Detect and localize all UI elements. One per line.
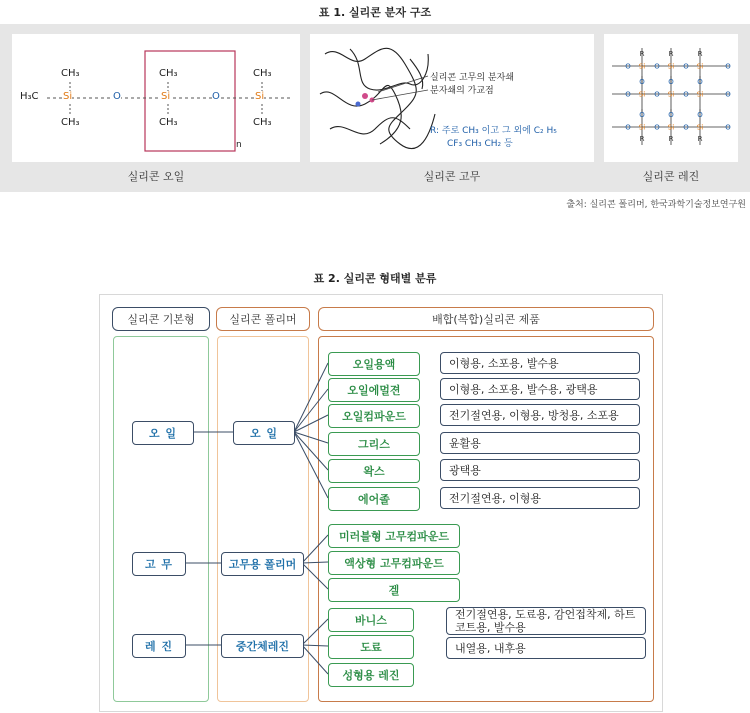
- product-oil-solution: 오일용액: [328, 352, 420, 376]
- resin-substituent: O: [668, 78, 674, 86]
- product-grease: 그리스: [328, 432, 420, 456]
- source-credit: 출처: 실리콘 폴리머, 한국과학기술정보연구원: [566, 200, 746, 210]
- use-oil-solution: 이형용, 소포용, 발수용: [440, 352, 640, 374]
- resin-o-atom: O: [654, 62, 660, 71]
- resin-si-atom: Si: [638, 62, 646, 71]
- table1-title: 표 1. 실리콘 분자 구조: [318, 6, 432, 19]
- oil-o-2: O: [212, 91, 220, 102]
- header-products: 배합(복합)실리콘 제품: [318, 307, 654, 331]
- resin-o-atom: O: [683, 90, 689, 99]
- use-varnish: 전기절연용, 도료용, 감언접착제, 하트코트용, 발수용: [446, 607, 646, 635]
- use-wax: 광택용: [440, 459, 640, 481]
- link-polymer-oil-emulsion: [294, 389, 328, 432]
- resin-si-atom: Si: [667, 90, 675, 99]
- link-resin-molding: [302, 645, 328, 674]
- polymer-resin-node: 중간체레진: [221, 634, 304, 658]
- resin-si-atom: Si: [638, 90, 646, 99]
- link-rubber-liquid: [302, 562, 328, 563]
- resin-substituent: O: [639, 111, 645, 119]
- product-aerosol: 에어졸: [328, 487, 420, 511]
- link-polymer-oil-compound: [294, 415, 328, 432]
- resin-o-atom: O: [625, 123, 631, 132]
- oil-ch3-top-2: CH₃: [159, 68, 178, 79]
- polymer-oil-node: 오 일: [233, 421, 295, 445]
- product-oil-emulsion: 오일에멀젼: [328, 378, 420, 402]
- link-rubber-millable: [302, 535, 328, 563]
- oil-ch3-bottom-2: CH₃: [159, 117, 178, 128]
- oil-si-1: Si: [63, 91, 73, 102]
- link-rubber-gel: [302, 563, 328, 589]
- product-wax: 왁스: [328, 459, 420, 483]
- resin-si-atom: Si: [667, 123, 675, 132]
- caption-rubber: 실리콘 고무: [423, 170, 481, 183]
- resin-o-atom: O: [654, 90, 660, 99]
- crosslink-note: 분자쇄의 가교점: [430, 86, 494, 96]
- basic-resin-node: 레 진: [132, 634, 186, 658]
- product-varnish: 바니스: [328, 608, 414, 632]
- resin-r-group: R: [668, 135, 674, 143]
- use-grease: 윤활용: [440, 432, 640, 454]
- r-group-note-2: CF₃ CH₃ CH₂ 등: [447, 139, 513, 149]
- resin-r-group: R: [697, 135, 703, 143]
- resin-substituent: R: [639, 50, 645, 58]
- product-oil-compound: 오일컴파운드: [328, 404, 420, 428]
- product-molding-resin: 성형용 레진: [328, 663, 414, 687]
- oil-o-1: O: [113, 91, 121, 102]
- table2-title: 표 2. 실리콘 형태별 분류: [313, 272, 437, 285]
- resin-o-atom: O: [725, 90, 731, 99]
- link-polymer-oil-solution: [294, 363, 328, 432]
- product-liquid-rubber: 액상형 고무컴파운드: [328, 551, 460, 575]
- resin-si-atom: Si: [638, 123, 646, 132]
- resin-si-atom: Si: [667, 62, 675, 71]
- resin-substituent: O: [639, 78, 645, 86]
- r-group-note-1: R: 주로 CH₃ 이고 그 외에 C₂ H₅: [430, 126, 557, 136]
- resin-substituent: O: [697, 111, 703, 119]
- link-resin-paint: [302, 645, 328, 646]
- product-gel: 겔: [328, 578, 460, 602]
- oil-n-subscript: n: [236, 140, 242, 150]
- basic-rubber-node: 고 무: [132, 552, 186, 576]
- use-paint: 내열용, 내후용: [446, 637, 646, 659]
- resin-o-atom: O: [725, 123, 731, 132]
- resin-substituent: O: [697, 78, 703, 86]
- oil-ch3-bottom-3: CH₃: [253, 117, 272, 128]
- basic-oil-node: 오 일: [132, 421, 194, 445]
- resin-substituent: R: [668, 50, 674, 58]
- product-millable-rubber: 미러블형 고무컴파운드: [328, 524, 460, 548]
- resin-o-atom: O: [625, 90, 631, 99]
- oil-ch3-top-3: CH₃: [253, 68, 272, 79]
- caption-resin: 실리콘 레진: [642, 170, 700, 183]
- resin-o-atom: O: [683, 62, 689, 71]
- use-aerosol: 전기절연용, 이형용: [440, 487, 640, 509]
- resin-si-atom: Si: [696, 90, 704, 99]
- oil-ch3-top-1: CH₃: [61, 68, 80, 79]
- resin-o-atom: O: [654, 123, 660, 132]
- resin-substituent: R: [697, 50, 703, 58]
- oil-si-2: Si: [161, 91, 171, 102]
- resin-o-atom: O: [625, 62, 631, 71]
- resin-r-group: R: [639, 135, 645, 143]
- resin-si-atom: Si: [696, 62, 704, 71]
- use-oil-emulsion: 이형용, 소포용, 발수용, 광택용: [440, 378, 640, 400]
- link-resin-varnish: [302, 619, 328, 645]
- header-polymer: 실리콘 폴리머: [216, 307, 310, 331]
- header-basic-type: 실리콘 기본형: [112, 307, 210, 331]
- rubber-chain-note: 실리콘 고무의 분자쇄: [430, 73, 514, 83]
- oil-si-3: Si: [255, 91, 265, 102]
- caption-oil: 실리콘 오일: [127, 170, 185, 183]
- oil-ch3-bottom-1: CH₃: [61, 117, 80, 128]
- resin-o-atom: O: [725, 62, 731, 71]
- resin-substituent: O: [668, 111, 674, 119]
- oil-h3c-label: H₃C: [20, 91, 39, 102]
- resin-si-atom: Si: [696, 123, 704, 132]
- product-paint: 도료: [328, 635, 414, 659]
- resin-o-atom: O: [683, 123, 689, 132]
- use-oil-compound: 전기절연용, 이형용, 방청용, 소포용: [440, 404, 640, 426]
- polymer-rubber-node: 고무용 폴리머: [221, 552, 304, 576]
